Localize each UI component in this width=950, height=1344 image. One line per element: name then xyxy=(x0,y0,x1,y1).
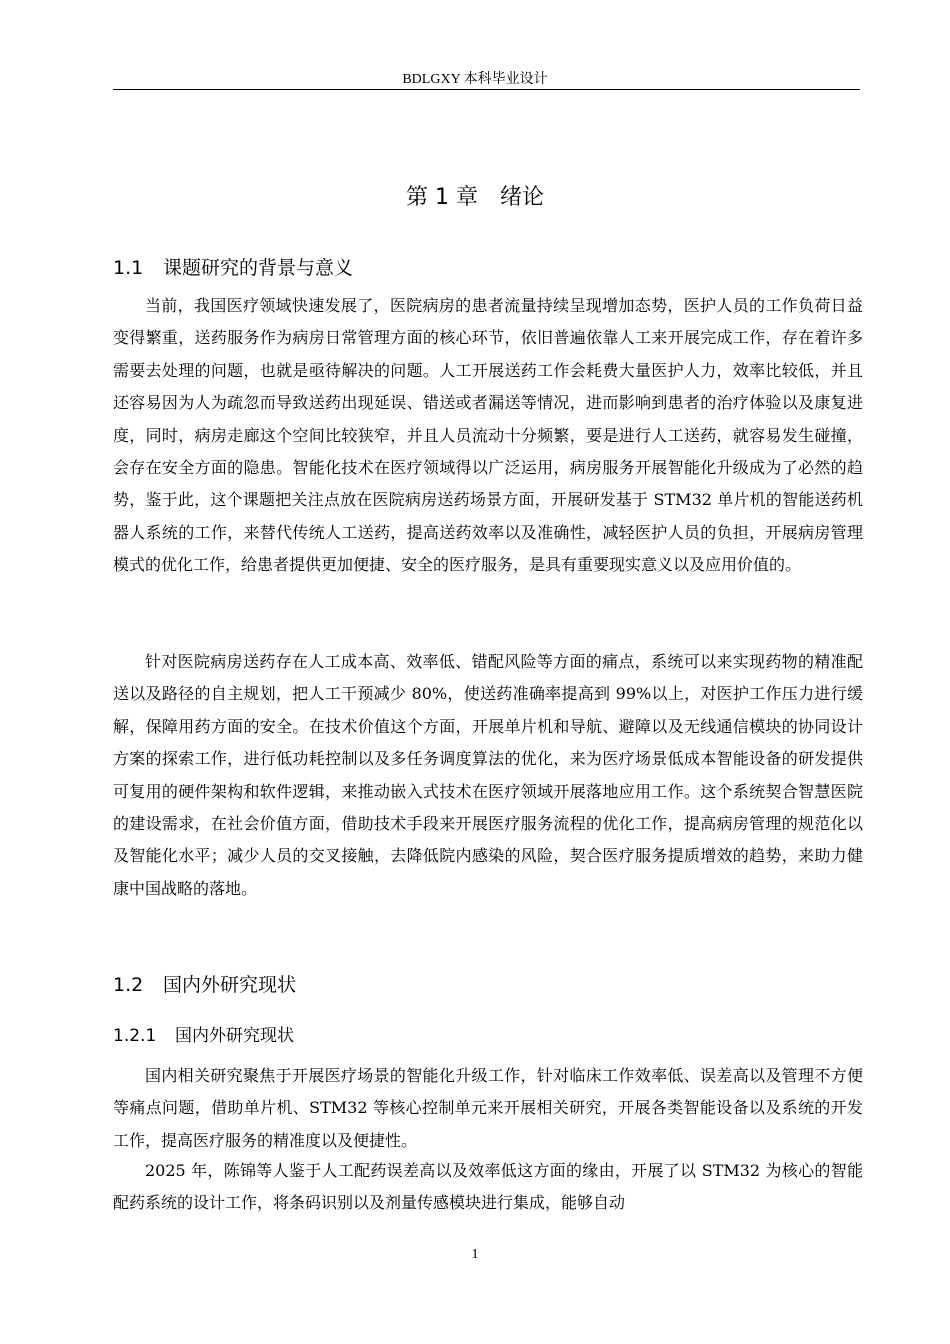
paragraph: 国内相关研究聚焦于开展医疗场景的智能化升级工作，针对临床工作效率低、误差高以及管理不方便等痛点问题，借助单片机、STM32 等核心控制单元来开展相关研究，开展各类智能设备以及系统的开发工作，提高医疗服务的精准度以及便捷性。 xyxy=(113,1066,863,1150)
section-number: 1.1 xyxy=(113,257,144,279)
section-title: 国内外研究现状 xyxy=(175,1026,294,1046)
section-heading-1-1 xyxy=(113,253,353,280)
section-title: 课题研究的背景与意义 xyxy=(163,257,354,279)
section-number: 1.2.1 xyxy=(113,1026,157,1046)
paragraph: 针对医院病房送药存在人工成本高、效率低、错配风险等方面的痛点，系统可以来实现药物的精准配送以及路径的自主规划，把人工干预减少 80%，使送药准确率提高到 99%以上，对医护工作压力进行缓解，保障用药方面的安全。在技术价值这个方面，开展单片机和导航、避障以及无线通信模块的协同设计方案的探索工作，进行低功耗控制以及多任务调度算法的优化，来为医疗场景低成本智能设备的研发提供可复用的硬件架构和软件逻辑，来推动嵌入式技术在医疗领域开展落地应用工作。这个系统契合智慧医院的建设需求，在社会价值方面，借助技术手段来开展医疗服务流程的优化工作，提高病房管理的规范化以及智能化水平；减少人员的交叉接触，去降低院内感染的风险，契合医疗服务提质增效的趋势，来助力健康中国战略的落地。 xyxy=(113,652,863,898)
paragraph: 2025 年，陈锦等人鉴于人工配药误差高以及效率低这方面的缘由，开展了以 STM32 为核心的智能配药系统的设计工作，将条码识别以及剂量传感模块进行集成，能够自动 xyxy=(113,1161,863,1213)
paragraph: 当前，我国医疗领域快速发展了，医院病房的患者流量持续呈现增加态势，医护人员的工作负荷日益变得繁重，送药服务作为病房日常管理方面的核心环节，依旧普遍依靠人工来开展完成工作，存在着许多需要去处理的问题，也就是亟待解决的问题。人工开展送药工作会耗费大量医护人力，效率比较低，并且还容易因为人为疏忽而导致送药出现延误、错送或者漏送等情况，进而影响到患者的治疗体验以及康复进度，同时，病房走廊这个空间比较狭窄，并且人员流动十分频繁，要是进行人工送药，就容易发生碰撞，会存在安全方面的隐患。智能化技术在医疗领域得以广泛运用，病房服务开展智能化升级成为了必然的趋势，鉴于此，这个课题把关注点放在医院病房送药场景方面，开展研发基于 STM32 单片机的智能送药机器人系统的工作，来替代传统人工送药，提高送药效率以及准确性，减轻医护人员的负担，开展病房管理模式的优化工作，给患者提供更加便捷、安全的医疗服务，是具有重要现实意义以及应用价值的。 xyxy=(113,296,863,575)
chapter-title: 第 1 章 绪论 xyxy=(406,185,544,210)
page-number: 1 xyxy=(471,1247,479,1262)
header-rule xyxy=(113,89,860,90)
section-number: 1.2 xyxy=(113,974,144,996)
section-heading-1-2-1 xyxy=(113,1021,294,1046)
running-header: BDLGXY 本科毕业设计 xyxy=(402,72,548,87)
section-heading-1-2 xyxy=(113,970,296,997)
section-title: 国内外研究现状 xyxy=(163,974,297,996)
